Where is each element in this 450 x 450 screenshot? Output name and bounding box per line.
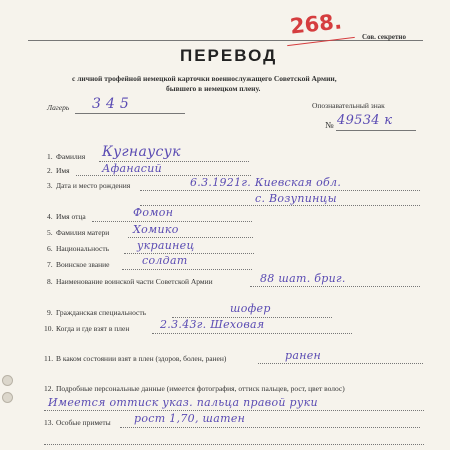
field-num-12: 12. [44, 384, 54, 393]
id-tag-line [336, 130, 416, 131]
field-label-captured: Когда и где взят в плен [56, 324, 130, 333]
field-value-unit: 88 шат. бриг. [260, 272, 346, 285]
field-line-father [92, 221, 252, 222]
field-num-5: 5. [47, 228, 53, 237]
field-line-captured [152, 333, 352, 334]
camp-line [75, 113, 185, 114]
camp-value: 3 4 5 [92, 96, 130, 112]
field-value-birth: 6.3.1921г. Киевская обл. [190, 176, 342, 189]
secret-label: Сов. секретно [362, 33, 406, 41]
field-label-birth: Дата и место рождения [56, 181, 131, 190]
field-value-civil-specialty: шофер [230, 302, 271, 315]
field-label-rank: Воинское звание [56, 260, 110, 269]
field-value-rank: солдат [142, 254, 188, 267]
punch-hole-upper [2, 375, 13, 386]
field-line-rank [122, 269, 252, 270]
field-label-surname: Фамилия [56, 152, 86, 161]
id-tag-label: Опознавательный знак [312, 101, 385, 110]
field-num-4: 4. [47, 212, 53, 221]
stamp-underline [287, 37, 355, 46]
field-num-7: 7. [47, 260, 53, 269]
field-value-nationality: украинец [137, 239, 195, 252]
field-label-personal-data: Подробные персональные данные (имеется фотография, оттиск пальцев, рост, цвет волос) [56, 384, 345, 393]
camp-label: Лагерь [47, 103, 70, 112]
field-line-personal-data [44, 410, 424, 411]
stamp-number: 268. [288, 9, 343, 39]
field-value-father: Фомон [133, 206, 174, 219]
field-num-2: 2. [47, 166, 53, 175]
field-label-first-name: Имя [56, 166, 70, 175]
field-value-personal-data: Имеется оттиск указ. пальца правой руки [48, 396, 318, 409]
field-line-features [120, 427, 420, 428]
field-label-unit: Наименование воинской части Советской Армии [56, 277, 213, 286]
field-num-1: 1. [47, 152, 53, 161]
field-value-captured: 2.3.43г. Шеховая [160, 318, 265, 331]
field-line-birth [140, 190, 420, 191]
field-line-unit [250, 286, 420, 287]
bottom-line [44, 444, 424, 445]
field-value-first-name: Афанасий [102, 162, 163, 175]
field-label-mother: Фамилия матери [56, 228, 110, 237]
field-num-8: 8. [47, 277, 53, 286]
field-num-3: 3. [47, 181, 53, 190]
field-num-11: 11. [44, 354, 54, 363]
document-subtitle-2: бывшего в немецком плену. [166, 84, 261, 93]
field-num-13: 13. [44, 418, 54, 427]
punch-hole-lower [2, 392, 13, 403]
field-line-condition [258, 363, 423, 364]
field-value-surname: Кугнаусук [102, 144, 181, 160]
field-label-nationality: Национальность [56, 244, 110, 253]
document-subtitle-1: с личной трофейной немецкой карточки военнослужащего Советской Армии, [72, 74, 337, 83]
field-label-civil-specialty: Гражданская специальность [56, 308, 147, 317]
document-title: ПЕРЕВОД [180, 46, 278, 65]
field-value-birth-2: с. Возупинцы [255, 192, 337, 205]
field-num-9: 9. [47, 308, 53, 317]
id-tag-prefix: № [325, 120, 334, 130]
field-value-condition: ранен [285, 349, 322, 362]
field-num-10: 10. [44, 324, 54, 333]
field-num-6: 6. [47, 244, 53, 253]
field-line-mother [128, 237, 253, 238]
field-value-features: рост 1,70, шатен [134, 412, 246, 425]
field-value-mother: Хомико [133, 223, 179, 236]
field-label-condition: В каком состоянии взят в плен (здоров, болен, ранен) [56, 354, 227, 363]
id-tag-value: 49534 к [337, 113, 393, 128]
field-label-father: Имя отца [56, 212, 86, 221]
field-label-features: Особые приметы [56, 418, 111, 427]
field-line-birth-2 [140, 205, 420, 206]
